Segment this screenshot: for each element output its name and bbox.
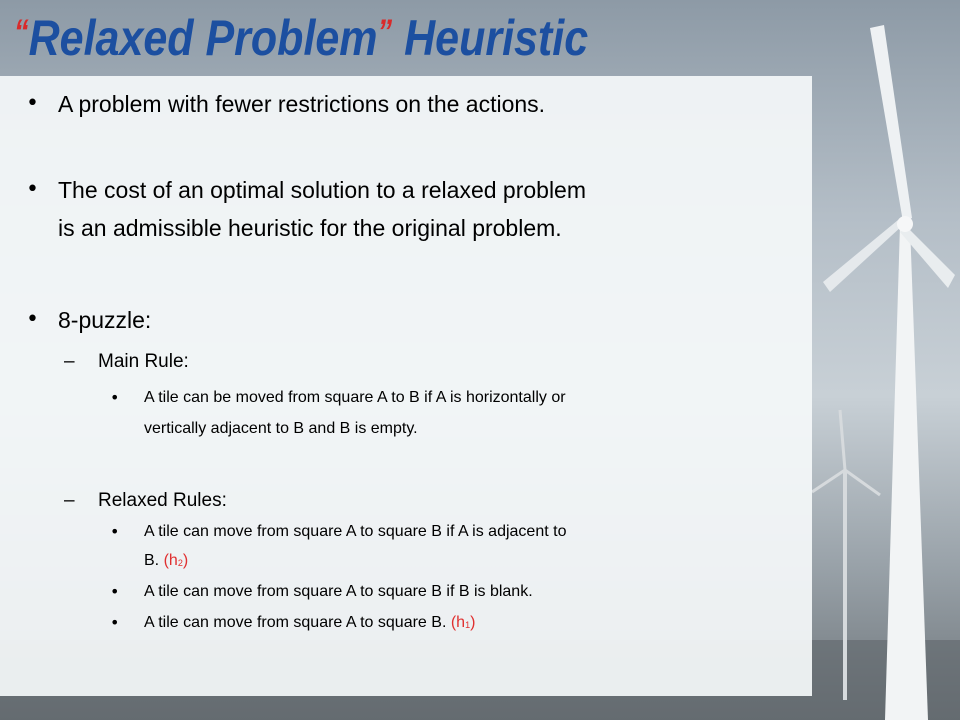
bullet-marker: • bbox=[110, 613, 120, 632]
heuristic-h2-close: ) bbox=[182, 552, 189, 569]
relaxed-rule-3-text: A tile can move from square A to square B. bbox=[144, 614, 447, 631]
dash-marker: – bbox=[64, 351, 75, 372]
bullet-marker: • bbox=[26, 307, 39, 332]
bullet-marker: • bbox=[110, 582, 120, 601]
heuristic-h2-label bbox=[164, 552, 189, 569]
title-quoted-text: Relaxed Problem bbox=[28, 10, 378, 66]
relaxed-rules-label: Relaxed Rules: bbox=[98, 490, 227, 511]
main-rule-line1: A tile can be moved from square A to B if A is horizontally or bbox=[144, 389, 566, 406]
bullet-8-puzzle: 8-puzzle: bbox=[58, 307, 152, 333]
heuristic-h2-h: (h bbox=[163, 552, 178, 569]
bullet-cost-line2: is an admissible heuristic for the original problem. bbox=[58, 215, 562, 241]
relaxed-rule-1-line2 bbox=[144, 548, 188, 576]
slide-title bbox=[14, 0, 588, 76]
relaxed-rule-2: A tile can move from square A to square B if B is blank. bbox=[144, 583, 533, 600]
bullet-fewer-restrictions: A problem with fewer restrictions on the actions. bbox=[58, 91, 546, 117]
title-open-quote: “ bbox=[14, 13, 29, 51]
heuristic-h2-subscript: 2 bbox=[177, 558, 183, 568]
main-rule-label: Main Rule: bbox=[98, 351, 189, 372]
relaxed-rule-3 bbox=[144, 610, 475, 638]
relaxed-rule-1-text: B. bbox=[144, 552, 160, 569]
bullet-marker: • bbox=[110, 388, 120, 407]
title-close-quote: ” bbox=[377, 13, 393, 51]
main-rule-line2: vertically adjacent to B and B is empty. bbox=[144, 420, 418, 437]
heuristic-h1-label bbox=[451, 614, 476, 631]
bullet-marker: • bbox=[26, 91, 39, 116]
heuristic-h1-h: (h bbox=[450, 614, 466, 631]
heuristic-h1-subscript: 1 bbox=[465, 620, 471, 630]
bullet-cost-line1: The cost of an optimal solution to a relaxed problem bbox=[58, 177, 587, 203]
bullet-marker: • bbox=[26, 177, 39, 202]
dash-marker: – bbox=[64, 490, 75, 511]
heuristic-h1-close: ) bbox=[470, 614, 476, 631]
relaxed-rule-1-line1: A tile can move from square A to square B if A is adjacent to bbox=[144, 523, 567, 540]
bullet-marker: • bbox=[110, 522, 120, 541]
title-rest-text: Heuristic bbox=[392, 10, 589, 66]
